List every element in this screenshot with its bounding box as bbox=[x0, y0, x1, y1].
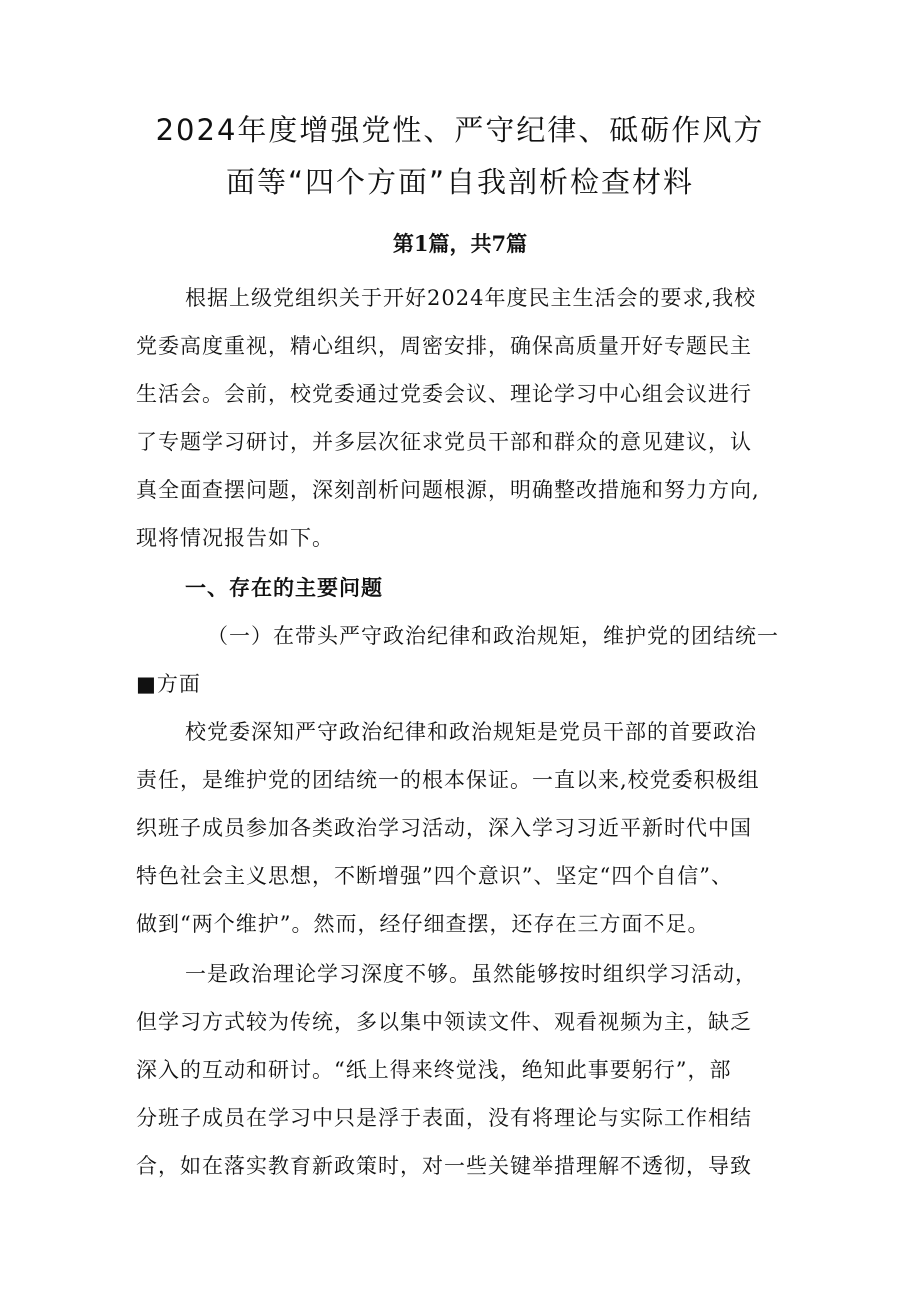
paragraph-line: 织班子成员参加各类政治学习活动，深入学习习近平新时代中国 bbox=[136, 816, 752, 840]
section-heading: 一、存在的主要问题 bbox=[185, 576, 383, 600]
subsection-heading: （一）在带头严守政治纪律和政治规矩，维护党的团结统一 bbox=[207, 624, 779, 648]
paragraph-line: 特色社会主义思想，不断增强”四个意识”、坚定“四个自信”、 bbox=[136, 864, 733, 888]
paragraph-line: 做到“两个维护”。然而，经仔细查摆，还存在三方面不足。 bbox=[136, 912, 710, 936]
document-title-line-2: 面等“四个方面”自我剖析检查材料 bbox=[225, 165, 695, 199]
document-subtitle: 第1篇，共7篇 bbox=[392, 231, 528, 256]
paragraph-line: 合，如在落实教育新政策时，对一些关键举措理解不透彻，导致 bbox=[136, 1154, 752, 1178]
paragraph-line: 根据上级党组织关于开好2024年度民主生活会的要求,我校 bbox=[185, 286, 757, 310]
document-title-line-1: 2024年度增强党性、严守纪律、砥砺作风方 bbox=[155, 113, 765, 147]
paragraph-line: 党委高度重视，精心组织，周密安排，确保高质量开好专题民主 bbox=[136, 334, 752, 358]
paragraph-line: 但学习方式较为传统，多以集中领读文件、观看视频为主，缺乏 bbox=[136, 1010, 752, 1034]
subsection-heading-continued: ■方面 bbox=[136, 672, 201, 696]
paragraph-line: 分班子成员在学习中只是浮于表面，没有将理论与实际工作相结 bbox=[136, 1106, 752, 1130]
paragraph-line: 生活会。会前，校党委通过党委会议、理论学习中心组会议进行 bbox=[136, 382, 752, 406]
paragraph-line: 深入的互动和研讨。“纸上得来终觉浅，绝知此事要躬行”，部 bbox=[136, 1058, 732, 1082]
paragraph-line: 了专题学习研讨，并多层次征求党员干部和群众的意见建议，认 bbox=[136, 430, 752, 454]
paragraph-line: 校党委深知严守政治纪律和政治规矩是党员干部的首要政治 bbox=[185, 720, 757, 744]
paragraph-line: 真全面查摆问题，深刻剖析问题根源，明确整改措施和努力方向, bbox=[136, 478, 760, 502]
paragraph-line: 一是政治理论学习深度不够。虽然能够按时组织学习活动， bbox=[185, 962, 757, 986]
paragraph-line: 责任，是维护党的团结统一的根本保证。一直以来,校党委积极组 bbox=[136, 768, 760, 792]
paragraph-line: 现将情况报告如下。 bbox=[136, 526, 334, 550]
